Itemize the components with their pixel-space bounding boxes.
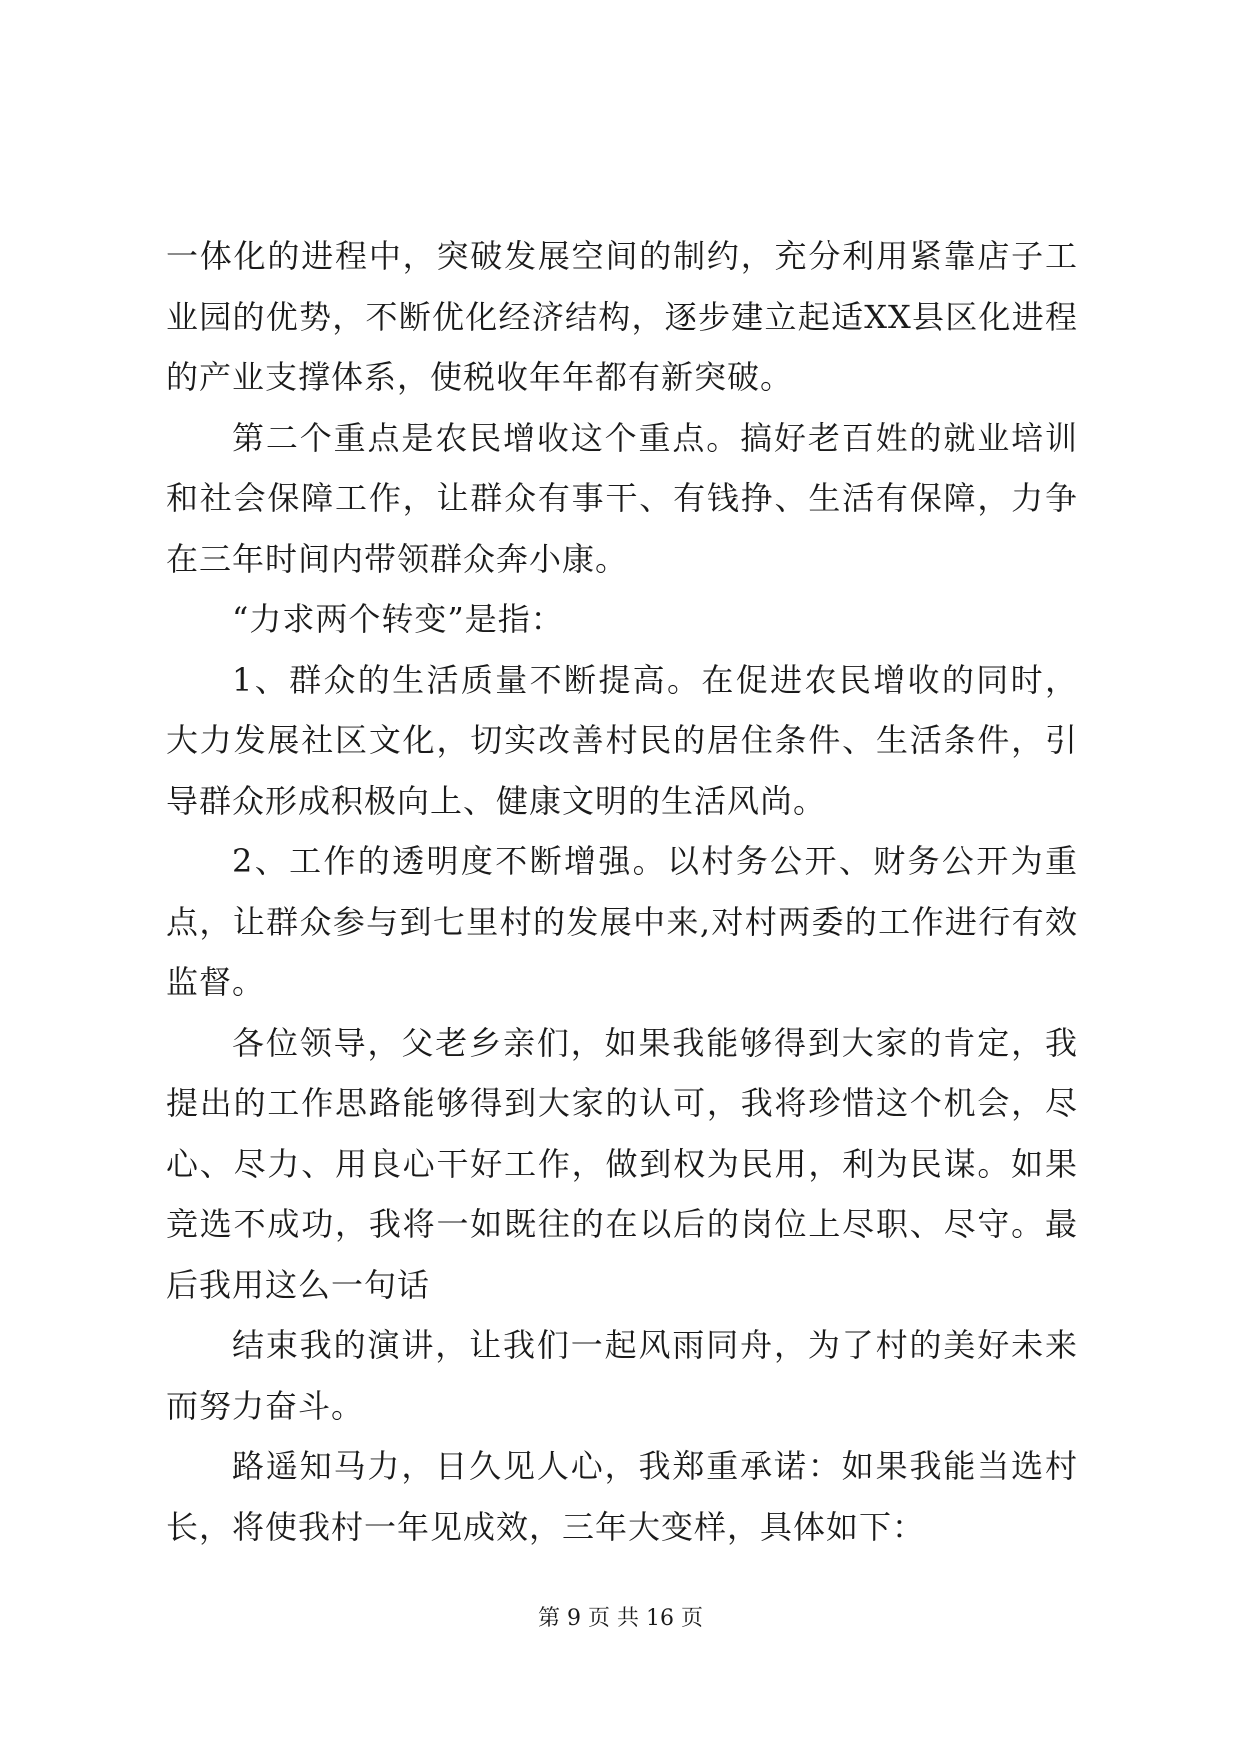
paragraph-3: “力求两个转变”是指： <box>232 600 564 638</box>
paragraph-8: 路遥知马力，日久见人心，我郑重承诺：如果我能当选村长，将使我村一年见成效，三年大变样，具体如下： <box>166 1447 1078 1546</box>
page-footer: 第 9 页 共 16 页 <box>538 1606 703 1631</box>
paragraph-2: 第二个重点是农民增收这个重点。搞好老百姓的就业培训和社会保障工作，让群众有事干、有钱挣、生活有保障，力争在三年时间内带领群众奔小康。 <box>166 418 1078 578</box>
paragraph-5: 2、工作的透明度不断增强。以村务公开、财务公开为重点，让群众参与到七里村的发展中来,对村两委的工作进行有效监督。 <box>166 842 1078 1001</box>
paragraph-1: 一体化的进程中，突破发展空间的制约，充分利用紧靠店子工业园的优势，不断优化经济结构，逐步建立起适XX县区化进程的产业支撑体系，使税收年年都有新突破。 <box>166 237 1078 396</box>
paragraph-4: 1、群众的生活质量不断提高。在促进农民增收的同时，大力发展社区文化，切实改善村民的居住条件、生活条件，引导群众形成积极向上、健康文明的生活风尚。 <box>166 660 1078 820</box>
paragraph-6: 各位领导，父老乡亲们，如果我能够得到大家的肯定，我提出的工作思路能够得到大家的认可，我将珍惜这个机会，尽心、尽力、用良心干好工作，做到权为民用，利为民谋。如果竞选不成功，我将一如既往的在以后的岗位上尽职、尽守。最后我用这么一句话 <box>166 1023 1078 1304</box>
paragraph-7: 结束我的演讲，让我们一起风雨同舟，为了村的美好未来而努力奋斗。 <box>166 1326 1078 1425</box>
document-body <box>166 226 1078 1557</box>
